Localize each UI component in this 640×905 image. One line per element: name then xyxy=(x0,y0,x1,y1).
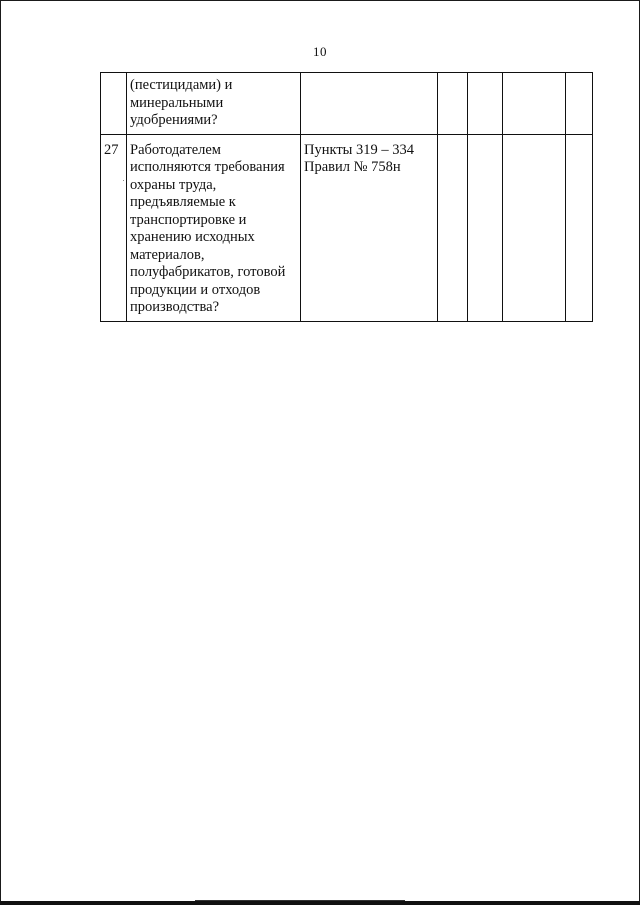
checklist-table xyxy=(100,72,593,322)
answer-no-cell xyxy=(468,134,503,321)
answer-not-applicable-cell xyxy=(503,134,566,321)
answer-not-applicable-cell xyxy=(503,73,566,135)
row-number-cell: 27 xyxy=(101,134,127,321)
question-cell: Работодателем исполняются требования охраны труда, предъявляемые к транспортировке и хранению исходных материалов, полуфабрикатов, готовой продукции и отходов производства? xyxy=(127,134,301,321)
reference-cell: Пункты 319 – 334 Правил № 758н xyxy=(301,134,438,321)
notes-cell xyxy=(566,134,593,321)
page-number: 10 xyxy=(313,44,327,59)
table-row xyxy=(101,134,593,321)
table-row xyxy=(101,73,593,135)
scan-bottom-edge xyxy=(0,901,640,905)
answer-yes-cell xyxy=(438,73,468,135)
question-cell: (пестицидами) и минеральными удобрениями? xyxy=(127,73,301,135)
answer-yes-cell xyxy=(438,134,468,321)
reference-cell xyxy=(301,73,438,135)
row-number-cell xyxy=(101,73,127,135)
answer-no-cell xyxy=(468,73,503,135)
scan-speck xyxy=(123,180,124,181)
notes-cell xyxy=(566,73,593,135)
